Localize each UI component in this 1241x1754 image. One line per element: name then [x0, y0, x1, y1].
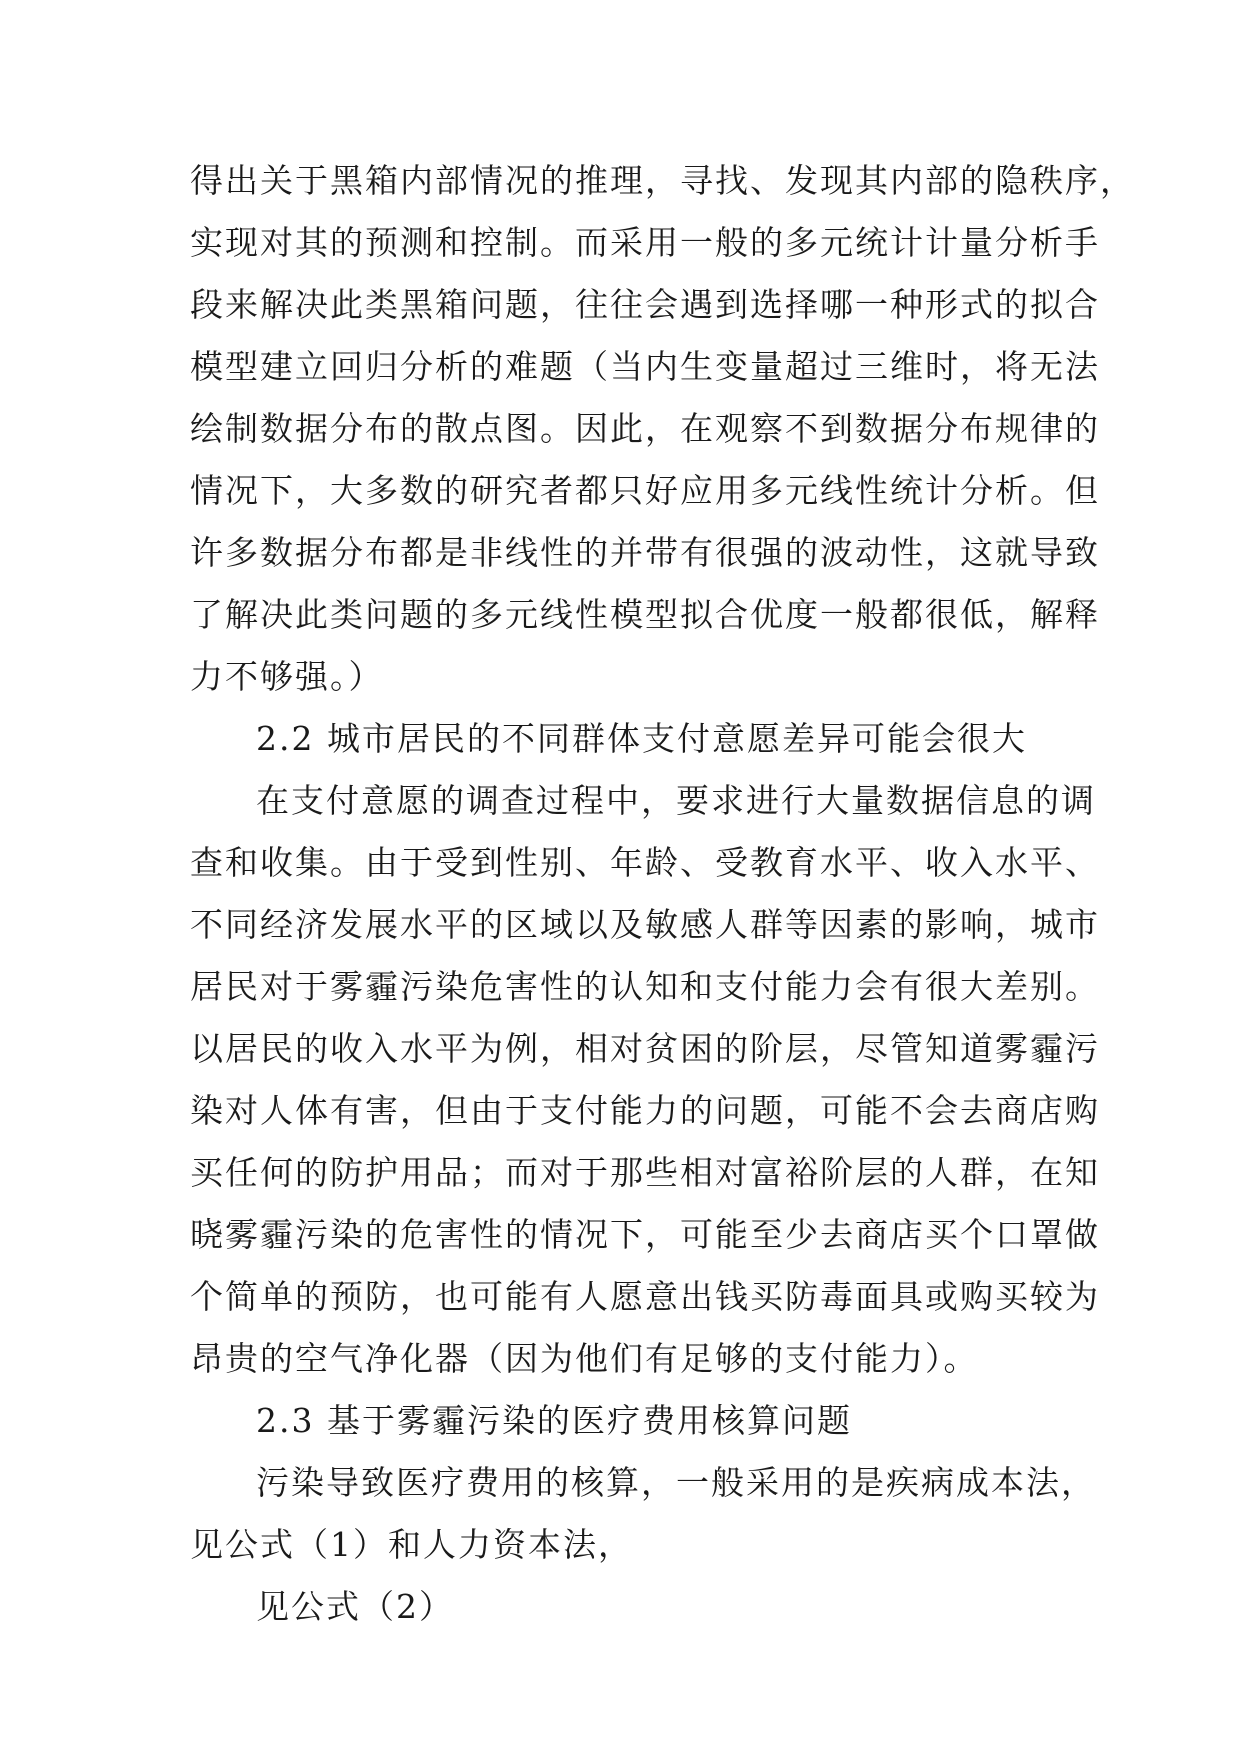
paragraph-medical-cost — [190, 1452, 1096, 1576]
text-line: 得出关于黑箱内部情况的推理，寻找、发现其内部的隐秩序， — [190, 161, 1135, 200]
text-line: 段来解决此类黑箱问题，往往会遇到选择哪一种形式的拟合 — [190, 285, 1100, 324]
section-heading-2-2: 2.2 城市居民的不同群体支付意愿差异可能会很大 — [256, 719, 1027, 758]
text-line: 不同经济发展水平的区域以及敏感人群等因素的影响，城市 — [190, 905, 1100, 944]
text-line: 晓雾霾污染的危害性的情况下，可能至少去商店买个口罩做 — [190, 1215, 1100, 1254]
text-line: 以居民的收入水平为例，相对贫困的阶层，尽管知道雾霾污 — [190, 1029, 1100, 1068]
text-line: 昂贵的空气净化器（因为他们有足够的支付能力）。 — [190, 1339, 979, 1378]
section-heading-2-3: 2.3 基于雾霾污染的医疗费用核算问题 — [256, 1401, 852, 1440]
text-line: 污染导致医疗费用的核算，一般采用的是疾病成本法， — [256, 1463, 1096, 1502]
paragraph-black-box — [190, 150, 1135, 708]
text-line: 个简单的预防，也可能有人愿意出钱买防毒面具或购买较为 — [190, 1277, 1100, 1316]
text-line: 见公式（1）和人力资本法， — [190, 1525, 633, 1564]
paragraph-willingness-to-pay — [190, 770, 1100, 1390]
text-line: 居民对于雾霾污染危害性的认知和支付能力会有很大差别。 — [190, 967, 1100, 1006]
text-line: 买任何的防护用品；而对于那些相对富裕阶层的人群，在知 — [190, 1153, 1100, 1192]
text-line: 情况下，大多数的研究者都只好应用多元线性统计分析。但 — [190, 471, 1100, 510]
text-line: 染对人体有害，但由于支付能力的问题，可能不会去商店购 — [190, 1091, 1100, 1130]
text-line: 实现对其的预测和控制。而采用一般的多元统计计量分析手 — [190, 223, 1100, 262]
text-line: 在支付意愿的调查过程中，要求进行大量数据信息的调 — [256, 781, 1096, 820]
text-line: 许多数据分布都是非线性的并带有很强的波动性，这就导致 — [190, 533, 1100, 572]
document-body — [190, 150, 1135, 1638]
text-line: 了解决此类问题的多元线性模型拟合优度一般都很低，解释 — [190, 595, 1100, 634]
text-line: 绘制数据分布的散点图。因此，在观察不到数据分布规律的 — [190, 409, 1100, 448]
text-line: 力不够强。） — [190, 657, 384, 696]
paragraph-formula-reference: 见公式（2） — [256, 1587, 454, 1626]
text-line: 查和收集。由于受到性别、年龄、受教育水平、收入水平、 — [190, 843, 1100, 882]
text-line: 模型建立回归分析的难题（当内生变量超过三维时，将无法 — [190, 347, 1100, 386]
